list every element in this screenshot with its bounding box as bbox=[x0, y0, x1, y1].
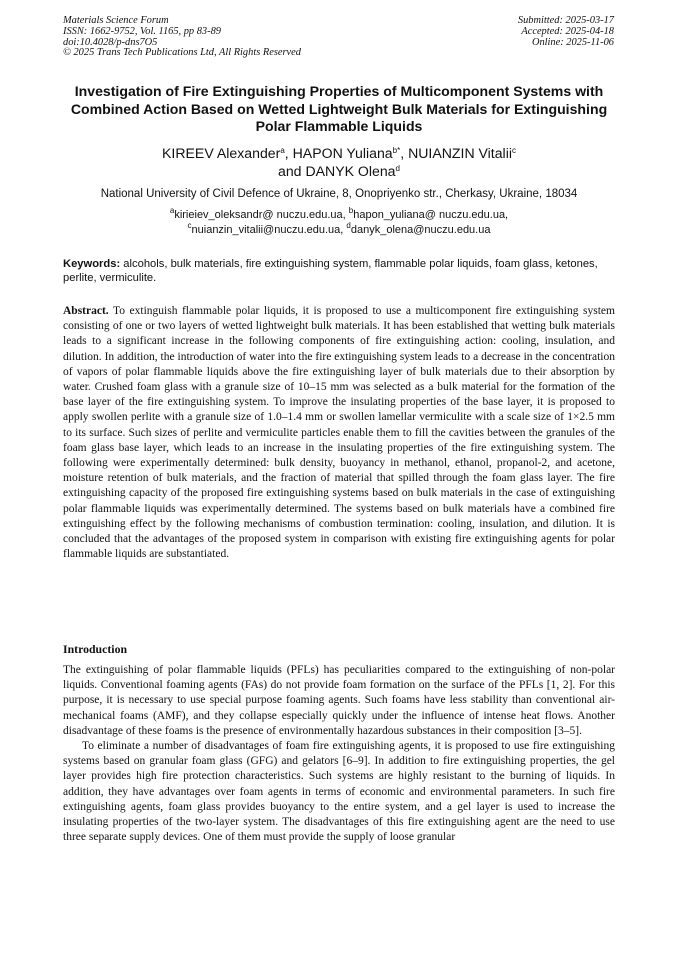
author-sup: d bbox=[395, 163, 400, 173]
author-name: DANYK Olena bbox=[305, 162, 396, 179]
keywords-label: Keywords: bbox=[63, 258, 121, 270]
introduction-body bbox=[63, 663, 615, 845]
journal-name: Materials Science Forum bbox=[63, 15, 169, 26]
author-name: KIREEV Alexander bbox=[162, 145, 281, 161]
abstract-block bbox=[63, 304, 615, 562]
email-link[interactable]: hapon_yuliana@ nuczu.edu.ua, bbox=[353, 209, 509, 221]
affiliation: National University of Civil Defence of Ukraine, 8, Onopriyenko str., Cherkasy, Ukraine, 18034 bbox=[100, 188, 578, 200]
abstract-label: Abstract. bbox=[63, 305, 109, 317]
author-name: HAPON Yuliana bbox=[292, 145, 393, 161]
doi-line: doi:10.4028/p-dns7O5 bbox=[63, 36, 158, 48]
journal-info bbox=[63, 16, 301, 59]
copyright-line: © 2025 Trans Tech Publications Ltd, All Rights Reserved bbox=[63, 47, 301, 59]
keywords-block bbox=[63, 257, 615, 285]
paper-title: Investigation of Fire Extinguishing Properties of Multicomponent Systems with Combined Action Based on Wetted Lightweight Bulk Materials for Extinguishing Polar Flammable Liquids bbox=[70, 83, 608, 134]
email-link[interactable]: nuianzin_vitalii@nuczu.edu.ua, bbox=[191, 224, 347, 237]
author-separator: , bbox=[284, 145, 293, 161]
author-sup: a bbox=[280, 146, 285, 155]
dates-info bbox=[518, 16, 614, 48]
author-list bbox=[63, 145, 615, 180]
accepted-date: Accepted: 2025-04-18 bbox=[521, 25, 614, 37]
author-sup: c bbox=[511, 146, 516, 155]
paragraph: To eliminate a number of disadvantages of foam fire extinguishing agents, it is proposed to use fire extinguishing systems based on granular foam glass (GFG) and gelators [6–9]. In addition to fire extinguishing properties, the gel layer provides high fire protection characteristics. Such systems are highly resistant to the burning of liquids. In addition, they have advantages over foam agents in terms of economic and environmental parameters. In such fire extinguishing agents, foam glass provides buoyancy to the entire system, and a gel layer is used to increase the insulating properties of the two-layer system. The disadvantages of this fire extinguishing agent are the need to use three separate supply devices. One of them must provide the supply of loose granular bbox=[63, 740, 615, 844]
online-date: Online: 2025-11-06 bbox=[531, 36, 614, 48]
email-sup: d bbox=[346, 221, 351, 231]
author-separator: , bbox=[400, 145, 409, 161]
email-sup: c bbox=[187, 221, 192, 231]
author-conjunction: and bbox=[278, 162, 306, 179]
keywords-text: alcohols, bulk materials, fire extinguishing system, flammable polar liquids, foam glass, ketones, perlite, vermiculite. bbox=[63, 258, 598, 285]
email-link[interactable]: kirieiev_oleksandr@ nuczu.edu.ua, bbox=[174, 209, 349, 221]
author-emails bbox=[63, 208, 615, 239]
email-sup: b bbox=[348, 206, 354, 215]
section-heading-introduction: Introduction bbox=[63, 642, 128, 656]
email-sup: a bbox=[169, 206, 175, 215]
paragraph: The extinguishing of polar flammable liquids (PFLs) has peculiarities compared to the extinguishing of non-polar liquids. Conventional foaming agents (FAs) do not provide foam formation on the surface of the PFLs [1, 2]. For this purpose, it is necessary to use special purpose foaming agents. Such foams have less stability than conventional air-mechanical foams (AMF), and they collapse especially quickly under the influence of intense heat flows. Another disadvantage of these foams is the presence of environmentally hazardous substances in their composition [3–5]. bbox=[63, 664, 615, 737]
email-link[interactable]: danyk_olena@nuczu.edu.ua bbox=[350, 224, 491, 237]
author-sup: b* bbox=[392, 146, 401, 155]
issn-line: ISSN: 1662-9752, Vol. 1165, pp 83-89 bbox=[63, 25, 221, 37]
abstract-text: To extinguish flammable polar liquids, it is proposed to use a multicomponent fire extinguishing system consisting of one or two layers of wetted lightweight bulk materials. It has been established that wetting bulk materials leads to a significant increase in the following components of fire extinguishing action: cooling, insulation, and dilution. In addition, the introduction of water into the fire extinguishing system leads to a decrease in the concentration of vapors of polar flammable liquids above the fire extinguishing layer of bulk materials due to their absorption by water. Crushed foam glass with a granule size of 10–15 mm was selected as a bulk material for the formation of the base layer of the fire extinguishing system. To improve the insulating properties of the base layer, it is proposed to apply swollen perlite with a granule size of 1.0–1.4 mm or swollen lamellar vermiculite with a scale size of 1×2.5 mm to its surface. Such sizes of perlite and vermiculite particles enable them to fill the cavities between the granules of the foam glass base layer, which leads to an increase in the insulating properties of the fire extinguishing system. The following were experimentally determined: bulk density, buoyancy in methanol, ethanol, propanol-2, and acetone, moisture retention of bulk materials, and the fraction of material that spilled through the foam glass layer. The fire extinguishing capacity of the proposed fire extinguishing systems based on bulk materials in the case of extinguishing polar flammable liquids was experimentally determined. The systems based on bulk materials have a combined fire extinguishing effect by the following mechanisms of combustion termination: cooling, insulation, and dilution. It is concluded that the advantages of the proposed system in comparison with existing fire extinguishing agents for polar flammable liquids are substantiated. bbox=[63, 305, 615, 561]
author-name: NUIANZIN Vitalii bbox=[408, 145, 512, 161]
submitted-date: Submitted: 2025-03-17 bbox=[517, 15, 614, 26]
